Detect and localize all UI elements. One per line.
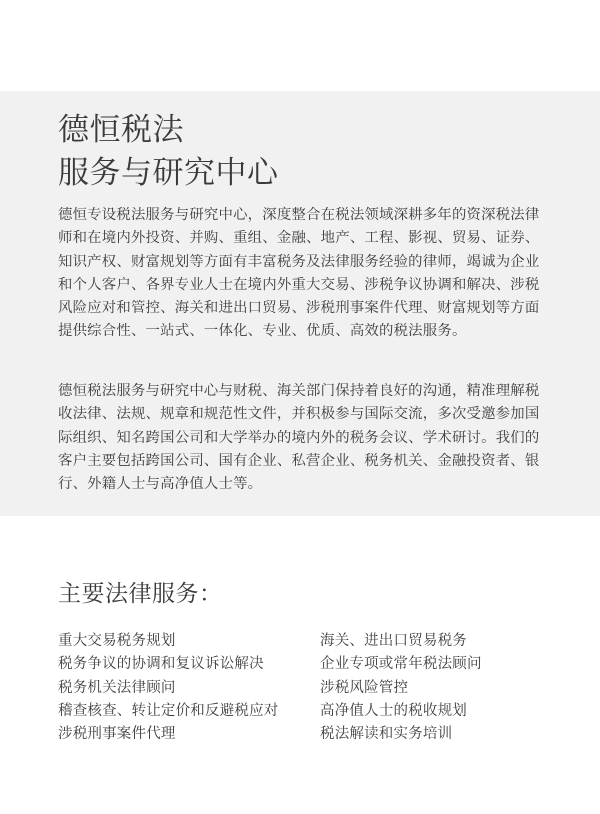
services-heading: 主要法律服务： xyxy=(58,581,223,607)
intro-paragraph-1: 德恒专设税法服务与研究中心，深度整合在税法领域深耕多年的资深税法律师和在境内外投资、并购、重组、金融、地产、工程、影视、贸易、证券、知识产权、财富规划等方面有丰富税务及法律服务经验的律师，竭诚为企业和个人客户、各界专业人士在境内外重大交易、涉税争议协调和解决、涉税风险应对和管控、海关和进出口贸易、涉税刑事案件代理、财富规划等方面提供综合性、一站式、一体化、专业、优质、高效的税法服务。 xyxy=(58,207,540,340)
service-item: 涉税刑事案件代理 xyxy=(58,726,176,743)
page-title-line-1: 德恒税法 xyxy=(58,112,184,148)
services-list-right xyxy=(320,630,482,746)
service-item: 税务机关法律顾问 xyxy=(58,679,176,696)
service-item: 税务争议的协调和复议诉讼解决 xyxy=(58,656,264,673)
page-title-line-2: 服务与研究中心 xyxy=(58,155,279,191)
service-item: 稽查核查、转让定价和反避税应对 xyxy=(58,702,279,719)
services-list-left xyxy=(58,630,279,746)
service-item: 海关、进出口贸易税务 xyxy=(320,633,467,649)
service-item: 税法解读和实务培训 xyxy=(320,726,453,743)
service-item: 高净值人士的税收规划 xyxy=(320,702,467,719)
page-title xyxy=(58,109,279,195)
intro-paragraph-2: 德恒税法服务与研究中心与财税、海关部门保持着良好的沟通，精准理解税收法律、法规、规章和规范性文件，并积极参与国际交流，多次受邀参加国际组织、知名跨国公司和大学举办的境内外的税务会议、学术研讨。我们的客户主要包括跨国公司、国有企业、私营企业、税务机关、金融投资者、银行、外籍人士与高净值人士等。 xyxy=(58,383,540,493)
service-item: 重大交易税务规划 xyxy=(58,633,176,649)
service-item: 涉税风险管控 xyxy=(320,679,409,696)
service-item: 企业专项或常年税法顾问 xyxy=(320,656,482,673)
